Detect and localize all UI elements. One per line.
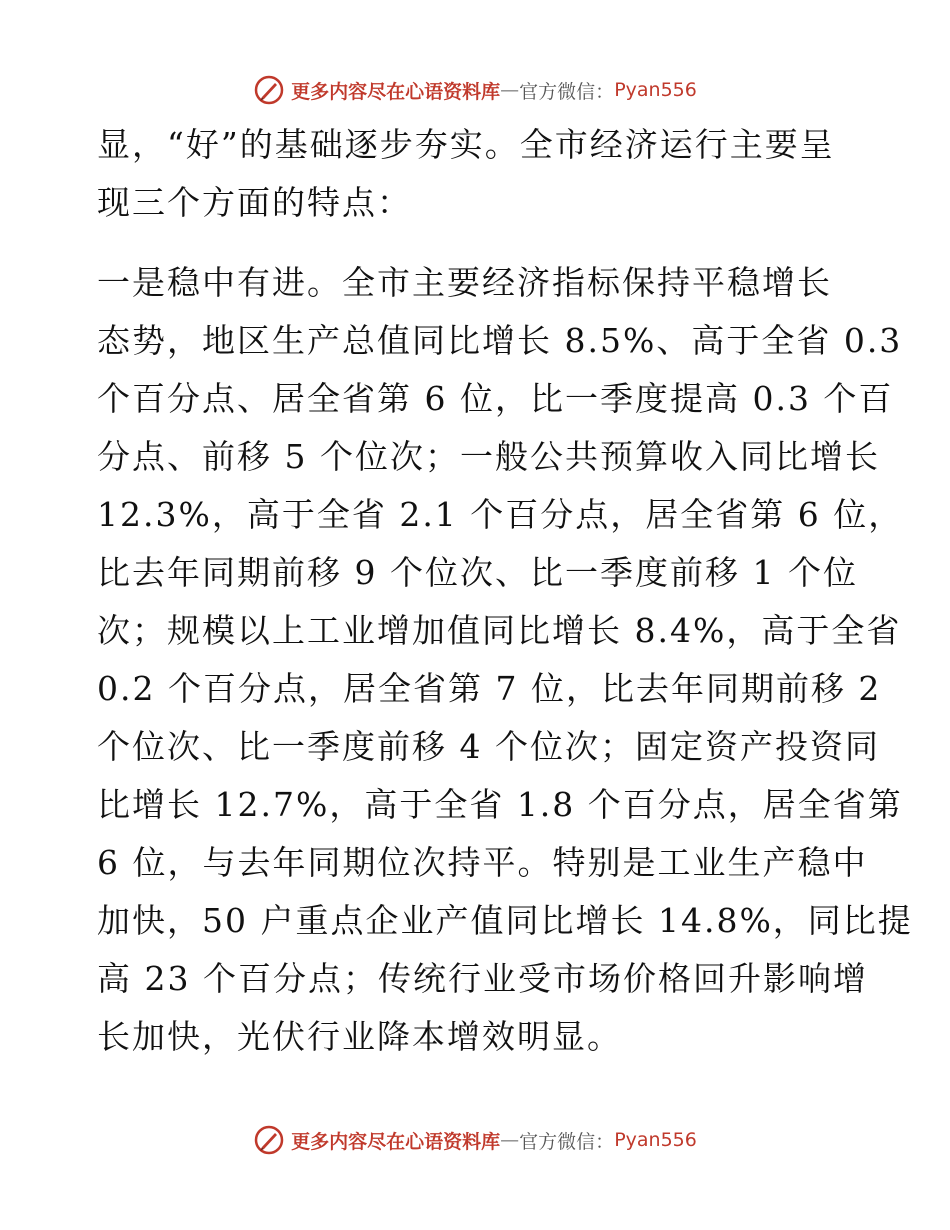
text-line: 现三个方面的特点：	[97, 183, 412, 222]
footer-brand-text: 更多内容尽在心语资料库	[291, 1130, 501, 1153]
text-line: 0.2 个百分点，居全省第 7 位，比去年同期前移 2	[97, 669, 882, 708]
header-banner	[0, 70, 950, 110]
footer-separator: —	[500, 1129, 520, 1151]
text-line: 显，“好”的基础逐步夯实。全市经济运行主要呈	[97, 125, 835, 164]
paragraph-1	[97, 116, 857, 232]
document-body	[97, 116, 913, 1066]
header-wechat-label: 官方微信：	[519, 80, 615, 103]
text-line: 一是稳中有进。全市主要经济指标保持平稳增长	[97, 263, 832, 302]
text-line: 个位次、比一季度前移 4 个位次；固定资产投资同	[97, 727, 880, 766]
paragraph-2	[97, 254, 913, 1066]
text-line: 加快，50 户重点企业产值同比增长 14.8%，同比提	[97, 901, 913, 940]
footer-wechat-label: 官方微信：	[519, 1130, 615, 1153]
feather-pen-logo-icon	[253, 74, 285, 106]
text-line: 高 23 个百分点；传统行业受市场价格回升影响增	[97, 959, 868, 998]
text-line: 长加快，光伏行业降本增效明显。	[97, 1017, 622, 1056]
text-line: 比去年同期前移 9 个位次、比一季度前移 1 个位	[97, 553, 858, 592]
feather-pen-logo-icon	[253, 1124, 285, 1156]
footer-wechat-id: Pyan556	[614, 1129, 697, 1151]
header-brand-text: 更多内容尽在心语资料库	[291, 80, 501, 103]
text-line: 12.3%，高于全省 2.1 个百分点，居全省第 6 位，	[97, 495, 904, 534]
header-separator: —	[500, 79, 520, 101]
text-line: 个百分点、居全省第 6 位，比一季度提高 0.3 个百	[97, 379, 894, 418]
text-line: 6 位，与去年同期位次持平。特别是工业生产稳中	[97, 843, 868, 882]
text-line: 比增长 12.7%，高于全省 1.8 个百分点，居全省第	[97, 785, 903, 824]
text-line: 分点、前移 5 个位次；一般公共预算收入同比增长	[97, 437, 880, 476]
text-line: 态势，地区生产总值同比增长 8.5%、高于全省 0.3	[97, 321, 903, 360]
footer-banner	[0, 1120, 950, 1160]
header-wechat-id: Pyan556	[614, 79, 697, 101]
text-line: 次；规模以上工业增加值同比增长 8.4%，高于全省	[97, 611, 902, 650]
paragraph-gap	[97, 232, 857, 254]
